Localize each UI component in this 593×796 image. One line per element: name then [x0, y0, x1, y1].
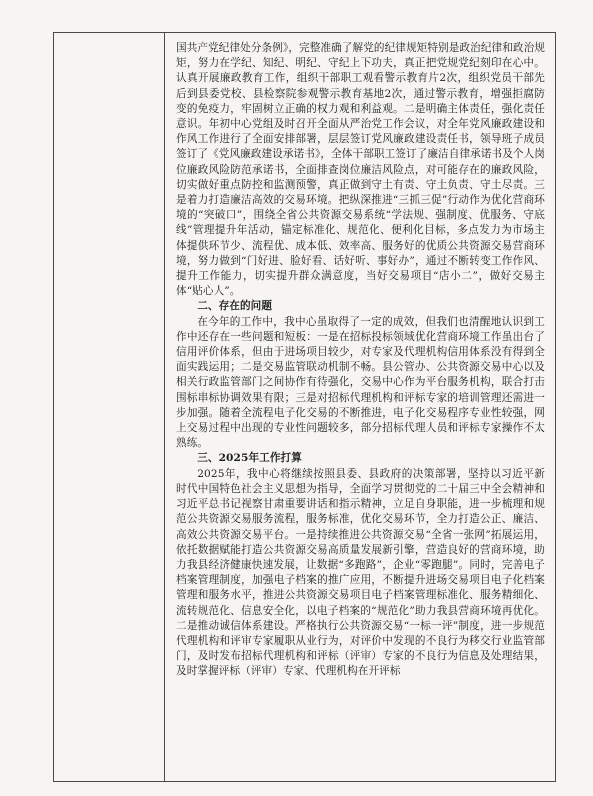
paragraph-plan: 2025年，我中心将继续按照县委、县政府的决策部署，坚持以习近平新时代中国特色社会主义思想为指导，全面学习贯彻党的二十届三中全会精神和习近平总书记视察甘肃重要讲话和指示精神，立足自身职能，进一步梳理和规范公共资源交易服务流程，服务标准，优化交易环节，全力打造公正、廉洁、高效公共资源交易平台。一是持续推进公共资源交易“全省一张网”拓展运用，依托数据赋能打造公共资源交易高质量发展新引擎，营造良好的营商环境，助力我县经济健康快速发展，让数据“多跑路”，企业“零跑腿”。同时，完善电子档案管理制度，加强电子档案的推广应用，不断提升进场交易项目电子化档案管理和服务水平，推进公共资源交易项目电子档案管理标准化、服务精细化、流转规范化、信息安全化，以电子档案的“规范化”助力我县营商环境再优化。二是推动诚信体系建设。严格执行公共资源交易“一标一评”制度，进一步规范代理机构和评审专家履职从业行为，对评价中发现的不良行为移交行业监管部门，及时发布招标代理机构和评标（评审）专家的不良行为信息及处理结果，及时掌握评标（评审）专家、代理机构在开评标	[176, 467, 545, 678]
content-column	[165, 33, 555, 781]
paragraph-problems: 在今年的工作中，我中心虽取得了一定的成效，但我们也清醒地认识到工作中还存在一些问题和短板：一是在招标投标领域优化营商环境工作虽出台了信用评价体系，但由于进场项目较少，对专家及代理机构信用体系没有得到全面实践运用；二是交易监管联动机制不畅。县公管办、公共资源交易中心以及相关行政监管部门之间协作有待强化，交易中心作为平台服务机构，联合打击围标串标协调效果有限；三是对招标代理机构和评标专家的培训管理还需进一步加强。随着全流程电子化交易的不断推进，电子化交易程序专业性较强，网上交易过程中出现的专业性问题较多，部分招标代理人员和评标专家操作不太熟练。	[176, 315, 545, 450]
paragraph-continued: 国共产党纪律处分条例》，完整准确了解党的纪律规矩特别是政治纪律和政治规矩，努力在学纪、知纪、明纪、守纪上下功夫，真正把党规党纪刻印在心中。认真开展廉政教育工作，组织干部职工观看警示教育片2次，组织党员干部先后到县委党校、县检察院参观警示教育基地2次，通过警示教育，增强拒腐防变的免疫力，牢固树立正确的权力观和利益观。二是明确主体责任，强化责任意识。年初中心党组及时召开全面从严治党工作会议，对全年党风廉政建设和作风工作进行了全面安排部署，层层签订党风廉政建设责任书，领导班子成员签订了《党风廉政建设承诺书》，全体干部职工签订了廉洁自律承诺书及个人岗位廉政风险防范承诺书，全面排查岗位廉洁风险点，对可能存在的廉政风险，切实做好重点防控和监测预警，真正做到守土有责、守土负责、守土尽责。三是着力打造廉洁高效的交易环境。把纵深推进“三抓三促”行动作为优化营商环境的“突破口”，围绕全省公共资源交易系统“学法规、强制度、优服务、守底线”管理提升年活动，锚定标准化、规范化、便利化目标，多点发力为市场主体提供环节少、流程优、成本低、效率高、服务好的优质公共资源交易营商环境，努力做到“门好进、脸好看、话好听、事好办”，通过不断转变工作作风、提升工作能力，切实提升群众满意度，当好交易项目“店小二”，做好交易主体“贴心人”。	[176, 42, 545, 298]
section-heading-problems: 二、存在的问题	[197, 300, 273, 313]
left-label-column	[54, 33, 165, 781]
table-frame	[53, 32, 556, 782]
document-body	[176, 41, 545, 680]
section-heading-plan: 三、2025年工作打算	[197, 452, 302, 465]
